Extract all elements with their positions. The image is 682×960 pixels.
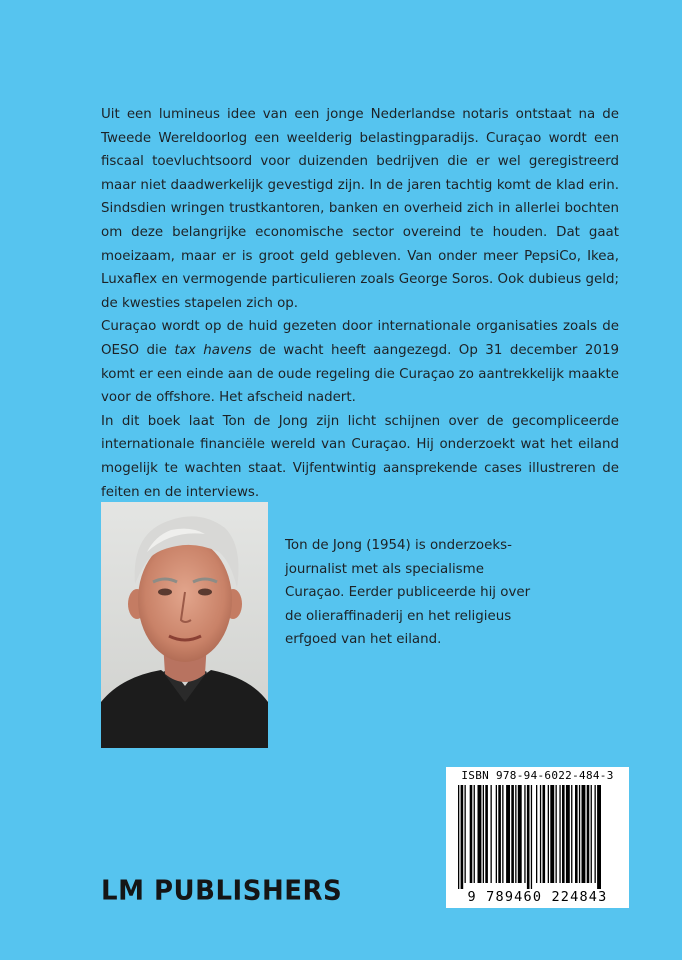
bio-line: Curaçao. Eerder publiceerde hij over [285, 585, 531, 601]
barcode-bar [597, 785, 601, 889]
barcode-bar [536, 785, 537, 883]
barcode-bar [566, 785, 570, 883]
barcode-bar [548, 785, 549, 883]
barcode-bar [461, 785, 464, 889]
blurb-p2-text-end: de wacht heeft aangezegd. Op 31 december 2019 komt er een einde aan de oude regeling die Curaçao zo aantrekkelijk maakte voor de offshore. Het afscheid nadert. [101, 342, 619, 406]
barcode-bar [582, 785, 586, 883]
bio-line: journalist met als specialisme [285, 561, 484, 577]
blurb-paragraph-2 [101, 315, 619, 409]
barcode-bar [485, 785, 488, 883]
barcode-bar [474, 785, 475, 883]
barcode-bar [550, 785, 554, 883]
barcode-bar [496, 785, 497, 883]
barcode-bar [595, 785, 596, 883]
isbn-text: ISBN 978-94-6022-484-3 [461, 769, 614, 782]
barcode-bar [540, 785, 541, 883]
barcode-bar [502, 785, 503, 883]
bio-line: erfgoed van het eiland. [285, 632, 442, 648]
barcode-bar [531, 785, 532, 889]
barcode-bar [498, 785, 501, 883]
barcode-bar [518, 785, 522, 883]
bio-line: Ton de Jong (1954) is onderzoeks- [285, 538, 512, 553]
ean-number: 9 789460 224843 [467, 889, 608, 905]
barcode-bar [543, 785, 546, 883]
isbn-barcode [446, 767, 629, 908]
blurb-paragraph-1: Uit een lumineus idee van een jonge Nederlandse notaris ontstaat na de Tweede Wereldoorlog een weelderig belastingparadijs. Curaçao wordt een fiscaal toevluchtsoord voor duizenden bedrijven die er wel geregistreerd maar niet daadwerkelijk gevestigd zijn. In de jaren tachtig komt de klad erin. Sindsdien wringen trustkantoren, banken en overheid zich in allerlei bochten om deze belangrijke economische sector overeind te houden. Dat gaat moeizaam, maar er is groot geld gebleven. Van onder meer PepsiCo, Ikea, Luxaflex en vermogende particulieren zoals George Soros. Ook dubieus geld; de kwesties stapelen zich op. [101, 107, 619, 311]
barcode-bar [483, 785, 484, 883]
blurb-p2-text: Curaçao wordt op de huid gezeten door internationale organisaties zoals de OESO die [101, 319, 619, 358]
barcode-bar [591, 785, 592, 883]
barcode-bar [559, 785, 560, 883]
barcode-bar [478, 785, 482, 883]
barcode-bar [575, 785, 578, 883]
bio-line: de olieraffinaderij en het religieus [285, 608, 512, 624]
publisher-logo: LM PUBLISHERS [101, 875, 343, 907]
barcode-bar [562, 785, 565, 883]
barcode-bar [515, 785, 516, 883]
back-cover-blurb [101, 103, 619, 504]
barcode-bar [579, 785, 580, 883]
barcode-bar [571, 785, 572, 883]
author-bio [285, 534, 535, 652]
barcode-bar [491, 785, 492, 883]
barcode-bar [465, 785, 466, 883]
barcode-bar [511, 785, 514, 883]
barcode-bar [556, 785, 557, 883]
barcode-bar [587, 785, 590, 883]
blurb-paragraph-3: In dit boek laat Ton de Jong zijn licht schijnen over de gecompliceerde internationale financiële wereld van Curaçao. Hij onderzoekt wat het eiland mogelijk te wachten staat. Vijfentwintig aansprekende cases illustreren de feiten en de interviews. [101, 413, 619, 500]
author-photo [101, 502, 268, 748]
barcode-bar [524, 785, 525, 883]
barcode-bars [446, 767, 629, 908]
barcode-bar [470, 785, 473, 883]
barcode-bar [458, 785, 459, 889]
barcode-bar [506, 785, 510, 883]
barcode-bar [527, 785, 530, 889]
blurb-italic-term: tax havens [174, 342, 252, 358]
